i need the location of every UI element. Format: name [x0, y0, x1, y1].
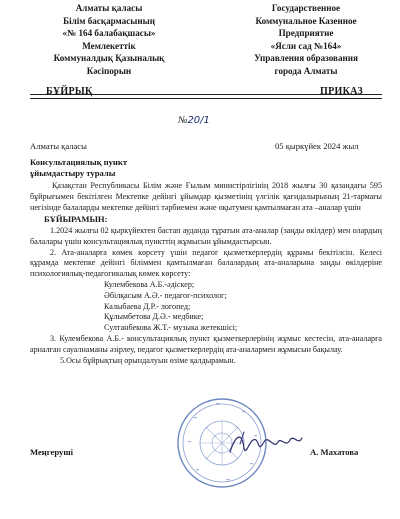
- doc-type-kazakh: БҰЙРЫҚ: [46, 86, 93, 97]
- handwritten-signature: [226, 428, 306, 462]
- order-item-1: 1.2024 жылғы 02 қыркүйектен бастап ауданда тұратын ата-аналар (заңды өкілдер) мен олардың балалары үшін консультациялық пункттің жұмысын ұйымдастырсын.: [30, 226, 382, 246]
- document-subject: [30, 157, 127, 179]
- preamble-text: Қазақстан Республикасы Білім және Ғылым министірлігінің 2018 жылғы 30 қазандағы 595 бұйрығымен бекітілген Мектепке дейінгі ұйымдар қызметінің үлгілік қағидалырының 21-тармағы негізінде балаларды мектепке дейінгі тәрбиемен және оқытумен қамтылмаған ата –аналар үшін: [30, 181, 382, 212]
- staff-member: Құлымбетова Д.Ә.- медбике;: [104, 312, 204, 322]
- header-line: Білім басқармасының: [63, 15, 155, 26]
- order-item-2: 2. Ата-аналарға көмек көрсету үшін педагог қызметкерлердің құрамы бекітілсін. Келесі құрамда мектепке дейінгі біліммен қамтылмаған балалардың ата-аналарына заңды өкілдеріне психологиялық-педагогикалық көмек көрсету:: [30, 247, 382, 279]
- document-place: Алматы қаласы: [30, 141, 87, 151]
- header-line: Коммунальное Казенное: [255, 15, 357, 26]
- order-item-5: 5.Осы бұйрықтың орындалуын өзіме қалдырамын.: [60, 355, 236, 365]
- signatory-title: Меңгеруші: [30, 447, 73, 457]
- signatory-name: А. Махатова: [310, 447, 359, 457]
- decree-heading: БҰЙЫРАМЫН:: [44, 214, 108, 224]
- subject-line: Консультациялық пункт: [30, 157, 128, 167]
- order-number: [178, 115, 210, 126]
- header-kazakh: [30, 2, 188, 78]
- header-line: Управления образования: [254, 53, 358, 64]
- header-line: Государственное: [271, 3, 341, 13]
- number-value: 20/1: [187, 115, 210, 126]
- header-russian: [226, 2, 386, 78]
- staff-member: Султанбекова Ж.Т.- музыка жетекшісі;: [104, 323, 238, 333]
- header-line: «Ясли сад №164»: [270, 40, 342, 51]
- staff-member: Әбілқасым А.Ә.- педагог-психолог;: [104, 290, 227, 300]
- header-line: Предприятие: [278, 28, 334, 39]
- header-line: Коммуналдық Қазыналық: [53, 53, 165, 64]
- header-divider-thin: [30, 98, 382, 99]
- staff-member: Калыбаева Д.Р.- логопед;: [104, 301, 191, 311]
- header-line: Алматы қаласы: [75, 3, 143, 13]
- document-date: 05 қыркүйек 2024 жыл: [275, 141, 359, 151]
- doc-type-russian: ПРИКАЗ: [320, 86, 363, 97]
- number-sign: №: [178, 115, 188, 126]
- header-line: города Алматы: [274, 65, 338, 76]
- staff-member: Кулембекова А.Б.-әдіскер;: [104, 279, 195, 289]
- header-divider: [30, 94, 382, 95]
- header-line: Мемлекеттік: [82, 40, 136, 51]
- order-item-3: 3. Кулембекова А.Б.- консультациялық пункт қызметкерлерінің жұмыс кестесін, ата-аналарға арналған сауалнаманы әзірлеу, педагог қызметкерлердің ата-аналармен жұмысын бақылау.: [30, 333, 382, 354]
- order-items: [30, 226, 382, 366]
- preamble: [30, 181, 382, 213]
- header-line: «№ 164 балабақшасы»: [62, 28, 156, 39]
- header-line: Кәсіпорын: [86, 65, 132, 76]
- subject-line: ұйымдастыру туралы: [30, 168, 116, 178]
